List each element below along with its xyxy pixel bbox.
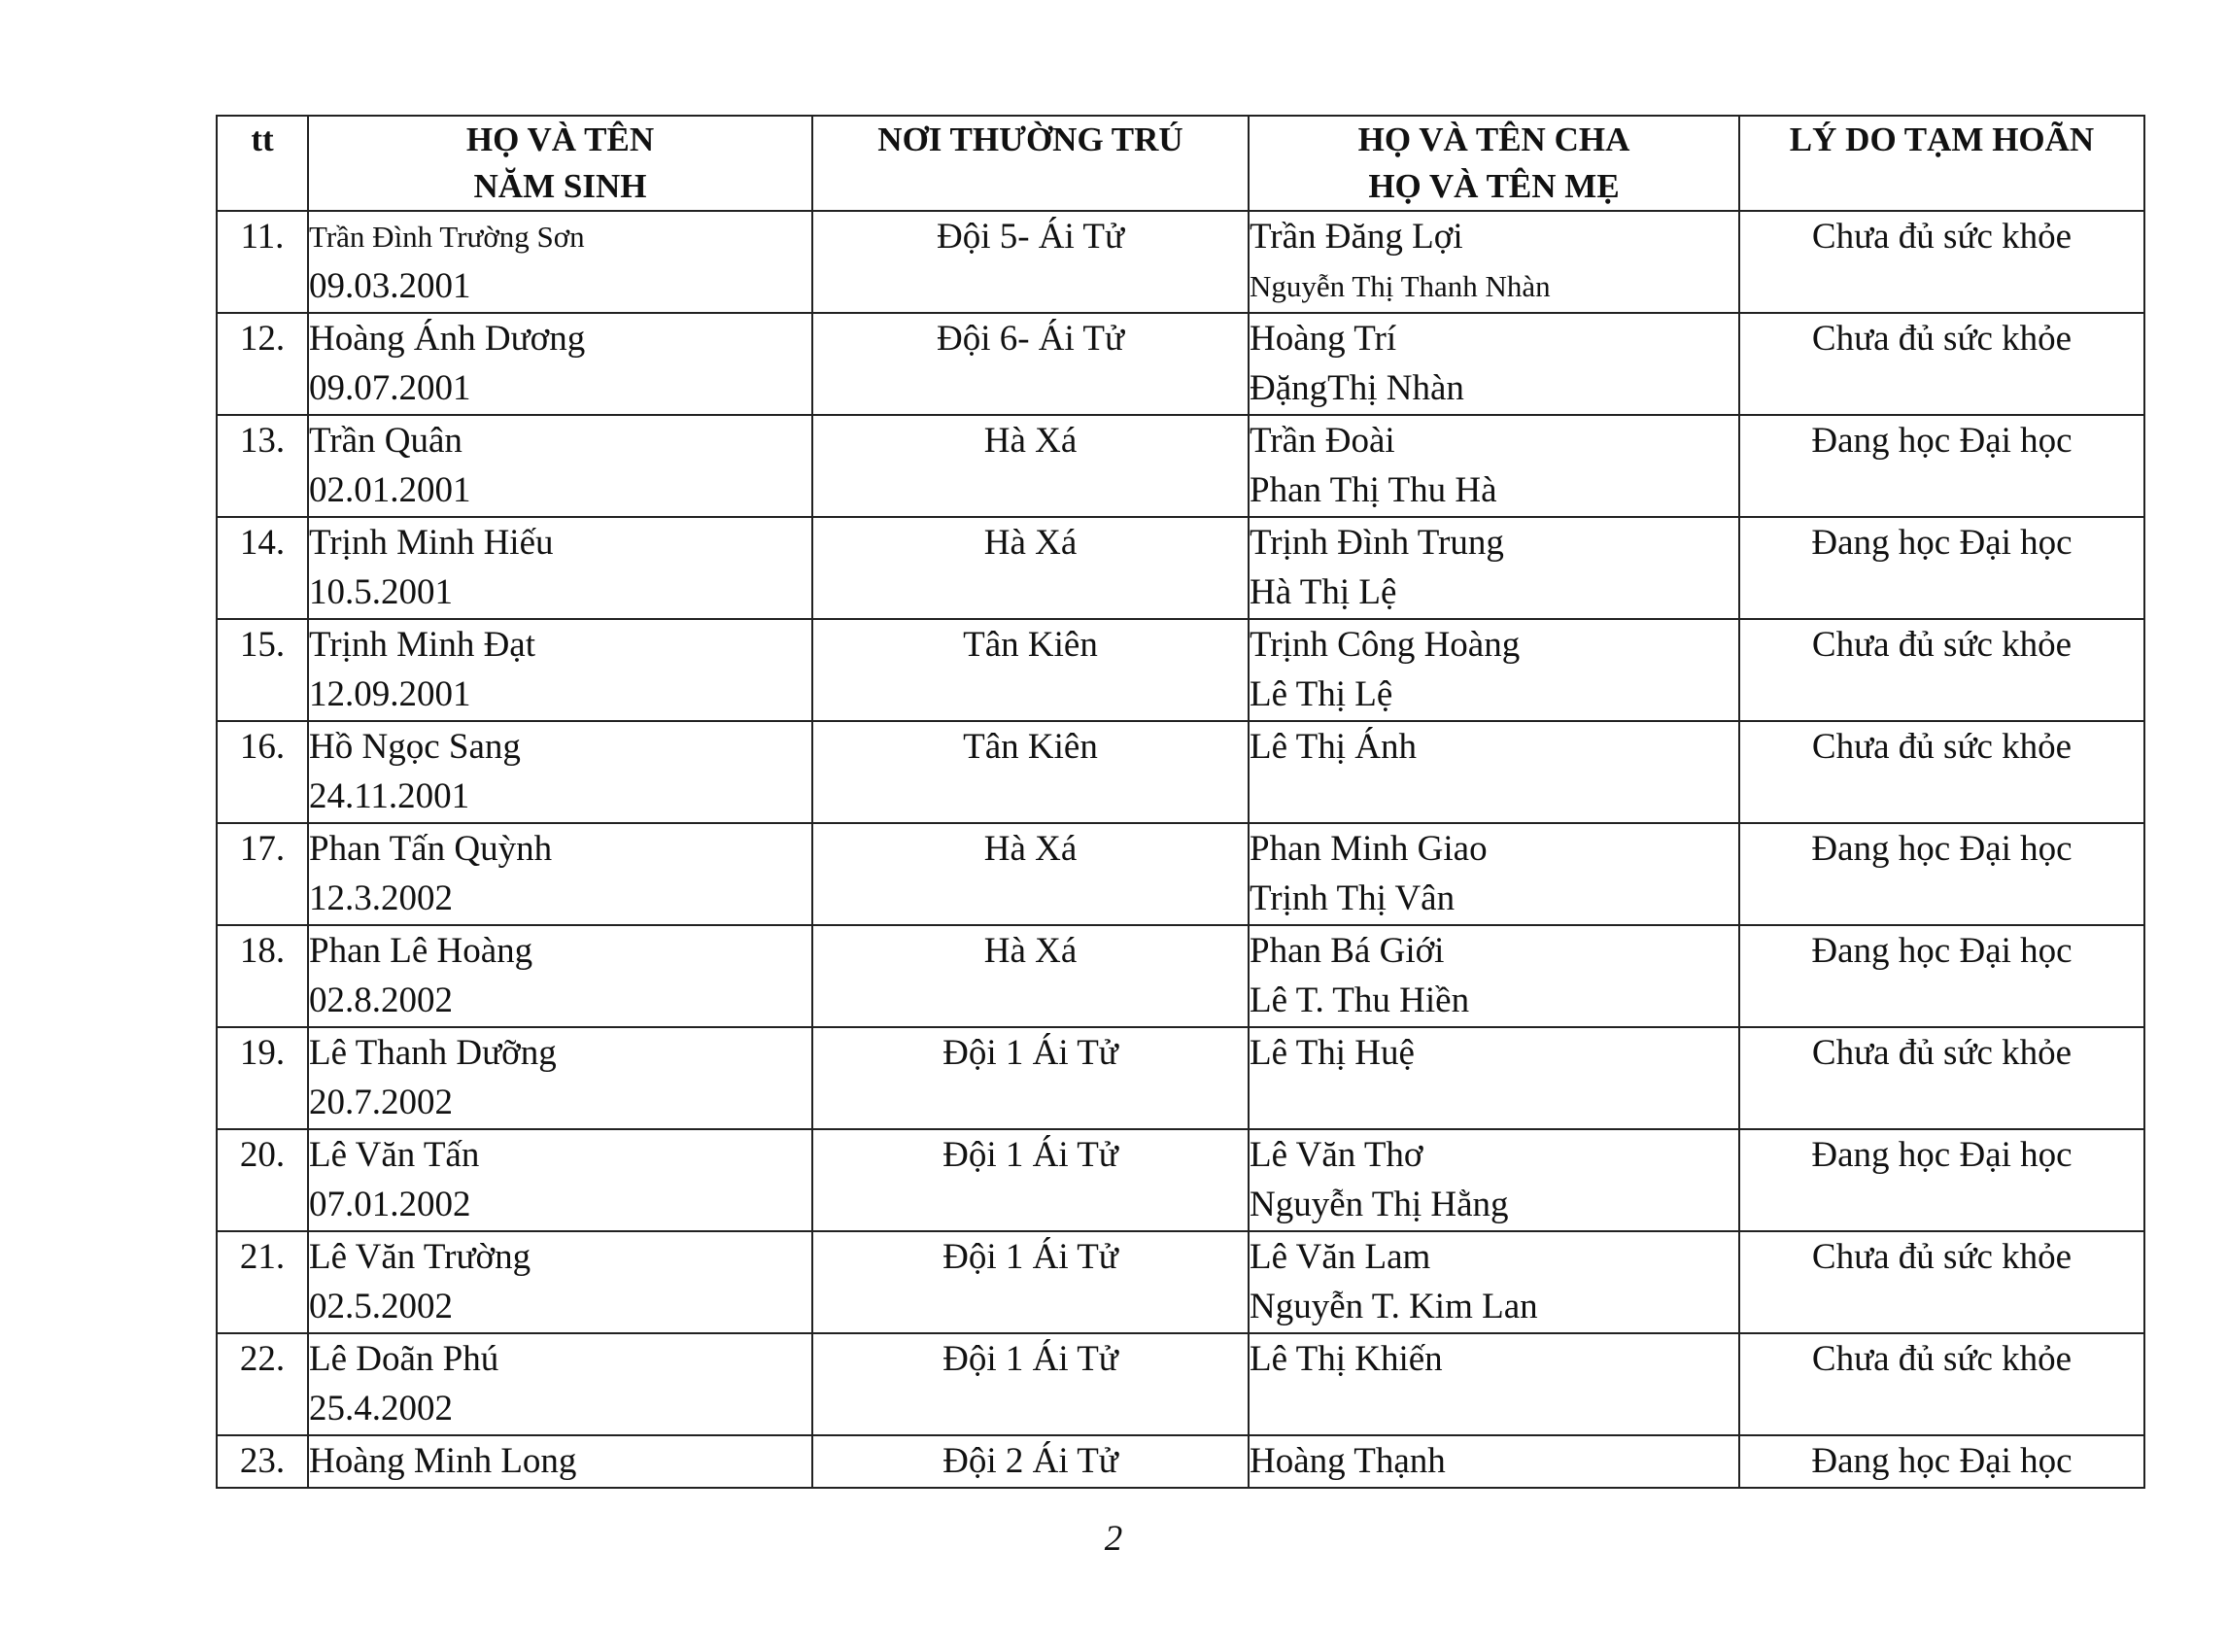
address: Đội 1 Ái Tử xyxy=(942,1135,1118,1175)
table-header-row xyxy=(217,116,2144,211)
father-name: Phan Minh Giao xyxy=(1250,829,1488,869)
reason: Chưa đủ sức khỏe xyxy=(1811,1237,2073,1277)
header-address xyxy=(812,116,1249,211)
cell-parents xyxy=(1249,721,1739,823)
birth-date: 12.09.2001 xyxy=(309,674,471,714)
header-tt-label: tt xyxy=(251,120,274,158)
table-row xyxy=(217,721,2144,823)
table-row xyxy=(217,1027,2144,1129)
address: Hà Xá xyxy=(983,523,1078,563)
birth-date: 09.07.2001 xyxy=(309,368,471,408)
person-name: Hoàng Ánh Dương xyxy=(309,319,586,359)
row-number: 12. xyxy=(239,319,286,359)
row-number: 14. xyxy=(239,523,286,563)
reason: Chưa đủ sức khỏe xyxy=(1811,1033,2073,1073)
cell-name xyxy=(308,1333,812,1435)
father-name: Phan Bá Giới xyxy=(1250,931,1445,971)
address: Hà Xá xyxy=(983,829,1078,869)
father-name: Lê Thị Ánh xyxy=(1250,727,1417,767)
header-reason-label: LÝ DO TẠM HOÃN xyxy=(1789,120,2095,158)
person-name: Lê Văn Trường xyxy=(309,1237,531,1277)
cell-parents xyxy=(1249,313,1739,415)
father-name: Lê Thị Khiến xyxy=(1250,1339,1443,1379)
cell-parents xyxy=(1249,1129,1739,1231)
reason: Đang học Đại học xyxy=(1811,1441,2073,1481)
cell-reason xyxy=(1739,1333,2144,1435)
reason: Đang học Đại học xyxy=(1811,1135,2073,1175)
table-row xyxy=(217,313,2144,415)
cell-name xyxy=(308,1231,812,1333)
father-name: Lê Thị Huệ xyxy=(1250,1033,1415,1073)
cell-parents xyxy=(1249,1333,1739,1435)
mother-name: Lê T. Thu Hiền xyxy=(1250,981,1470,1020)
row-number: 17. xyxy=(239,829,286,869)
birth-date: 20.7.2002 xyxy=(309,1083,453,1122)
mother-name: Nguyễn Thị Hằng xyxy=(1250,1185,1509,1224)
cell-address xyxy=(812,619,1249,721)
cell-tt xyxy=(217,823,308,925)
person-name: Phan Lê Hoàng xyxy=(309,931,533,971)
header-name-dob xyxy=(308,116,812,211)
cell-tt xyxy=(217,619,308,721)
reason: Đang học Đại học xyxy=(1811,931,2073,971)
cell-name xyxy=(308,517,812,619)
table-row xyxy=(217,517,2144,619)
cell-name xyxy=(308,1435,812,1488)
cell-address xyxy=(812,415,1249,517)
address: Đội 1 Ái Tử xyxy=(942,1033,1118,1073)
row-number: 20. xyxy=(239,1135,286,1175)
reason: Đang học Đại học xyxy=(1811,829,2073,869)
address: Đội 1 Ái Tử xyxy=(942,1339,1118,1379)
cell-tt xyxy=(217,721,308,823)
birth-date: 24.11.2001 xyxy=(309,776,470,816)
address: Hà Xá xyxy=(983,421,1078,461)
address: Đội 2 Ái Tử xyxy=(942,1441,1118,1481)
birth-date: 25.4.2002 xyxy=(309,1389,453,1428)
cell-reason xyxy=(1739,1129,2144,1231)
cell-reason xyxy=(1739,211,2144,313)
table-row xyxy=(217,1333,2144,1435)
address: Đội 5- Ái Tử xyxy=(936,217,1125,257)
row-number: 18. xyxy=(239,931,286,971)
person-name: Hồ Ngọc Sang xyxy=(309,727,521,767)
father-name: Lê Văn Lam xyxy=(1250,1237,1431,1277)
father-name: Trịnh Công Hoàng xyxy=(1250,625,1521,665)
header-mother-label: HỌ VÀ TÊN MẸ xyxy=(1368,167,1620,205)
reason: Chưa đủ sức khỏe xyxy=(1811,727,2073,767)
cell-address xyxy=(812,1333,1249,1435)
page-number: 2 xyxy=(1104,1519,1123,1559)
reason: Chưa đủ sức khỏe xyxy=(1811,1339,2073,1379)
cell-reason xyxy=(1739,925,2144,1027)
mother-name: Nguyễn T. Kim Lan xyxy=(1250,1287,1538,1326)
person-name: Trịnh Minh Đạt xyxy=(309,625,536,665)
cell-tt xyxy=(217,313,308,415)
reason: Đang học Đại học xyxy=(1811,523,2073,563)
cell-parents xyxy=(1249,1027,1739,1129)
row-number: 16. xyxy=(239,727,286,767)
person-name: Lê Thanh Dưỡng xyxy=(309,1033,557,1073)
mother-name: Nguyễn Thị Thanh Nhàn xyxy=(1250,269,1551,303)
cell-address xyxy=(812,517,1249,619)
table-row xyxy=(217,1435,2144,1488)
reason: Chưa đủ sức khỏe xyxy=(1811,319,2073,359)
cell-tt xyxy=(217,517,308,619)
cell-parents xyxy=(1249,1435,1739,1488)
mother-name: Hà Thị Lệ xyxy=(1250,572,1397,612)
table-row xyxy=(217,211,2144,313)
person-name: Lê Doãn Phú xyxy=(309,1339,499,1379)
birth-date: 02.8.2002 xyxy=(309,981,453,1020)
row-number: 19. xyxy=(239,1033,286,1073)
row-number: 23. xyxy=(239,1441,286,1481)
cell-address xyxy=(812,1231,1249,1333)
cell-address xyxy=(812,823,1249,925)
header-reason xyxy=(1739,116,2144,211)
header-dob-label: NĂM SINH xyxy=(473,167,647,205)
father-name: Trịnh Đình Trung xyxy=(1250,523,1504,563)
address: Đội 6- Ái Tử xyxy=(936,319,1125,359)
row-number: 21. xyxy=(239,1237,286,1277)
father-name: Trần Đăng Lợi xyxy=(1250,217,1463,257)
person-name: Trần Quân xyxy=(309,421,463,461)
cell-parents xyxy=(1249,823,1739,925)
cell-parents xyxy=(1249,925,1739,1027)
cell-name xyxy=(308,415,812,517)
birth-date: 10.5.2001 xyxy=(309,572,453,612)
person-name: Phan Tấn Quỳnh xyxy=(309,829,553,869)
cell-reason xyxy=(1739,415,2144,517)
cell-reason xyxy=(1739,823,2144,925)
person-name: Lê Văn Tấn xyxy=(309,1135,480,1175)
cell-name xyxy=(308,823,812,925)
mother-name: Phan Thị Thu Hà xyxy=(1250,470,1497,510)
cell-address xyxy=(812,1027,1249,1129)
header-address-label: NƠI THƯỜNG TRÚ xyxy=(877,120,1183,158)
cell-tt xyxy=(217,211,308,313)
table-row xyxy=(217,1129,2144,1231)
cell-address xyxy=(812,1435,1249,1488)
cell-tt xyxy=(217,1129,308,1231)
cell-tt xyxy=(217,1231,308,1333)
reason: Đang học Đại học xyxy=(1811,421,2073,461)
cell-parents xyxy=(1249,211,1739,313)
cell-tt xyxy=(217,1333,308,1435)
row-number: 13. xyxy=(239,421,286,461)
cell-tt xyxy=(217,1027,308,1129)
cell-name xyxy=(308,721,812,823)
cell-reason xyxy=(1739,517,2144,619)
cell-name xyxy=(308,619,812,721)
row-number: 15. xyxy=(239,625,286,665)
birth-date: 02.5.2002 xyxy=(309,1287,453,1326)
father-name: Lê Văn Thơ xyxy=(1250,1135,1423,1175)
address: Đội 1 Ái Tử xyxy=(942,1237,1118,1277)
father-name: Hoàng Trí xyxy=(1250,319,1397,359)
cell-reason xyxy=(1739,1231,2144,1333)
cell-reason xyxy=(1739,1027,2144,1129)
cell-name xyxy=(308,211,812,313)
table-row xyxy=(217,1231,2144,1333)
address: Hà Xá xyxy=(983,931,1078,971)
table-row xyxy=(217,415,2144,517)
cell-address xyxy=(812,1129,1249,1231)
header-father-label: HỌ VÀ TÊN CHA xyxy=(1357,120,1630,158)
cell-name xyxy=(308,925,812,1027)
cell-name xyxy=(308,313,812,415)
father-name: Hoàng Thạnh xyxy=(1250,1441,1446,1481)
cell-address xyxy=(812,925,1249,1027)
mother-name: Lê Thị Lệ xyxy=(1250,674,1393,714)
birth-date: 09.03.2001 xyxy=(309,266,471,306)
table-row xyxy=(217,925,2144,1027)
person-name: Hoàng Minh Long xyxy=(309,1441,577,1481)
cell-name xyxy=(308,1027,812,1129)
cell-tt xyxy=(217,415,308,517)
person-name: Trịnh Minh Hiếu xyxy=(309,523,554,563)
table-row xyxy=(217,619,2144,721)
mother-name: ĐặngThị Nhàn xyxy=(1250,368,1464,408)
cell-parents xyxy=(1249,415,1739,517)
reason: Chưa đủ sức khỏe xyxy=(1811,625,2073,665)
cell-reason xyxy=(1739,619,2144,721)
birth-date: 07.01.2002 xyxy=(309,1185,471,1224)
cell-address xyxy=(812,721,1249,823)
cell-parents xyxy=(1249,1231,1739,1333)
cell-address xyxy=(812,211,1249,313)
header-parents xyxy=(1249,116,1739,211)
father-name: Trần Đoài xyxy=(1250,421,1395,461)
cell-tt xyxy=(217,1435,308,1488)
reason: Chưa đủ sức khỏe xyxy=(1811,217,2073,257)
header-tt xyxy=(217,116,308,211)
cell-parents xyxy=(1249,619,1739,721)
row-number: 22. xyxy=(239,1339,286,1379)
birth-date: 02.01.2001 xyxy=(309,470,471,510)
person-name: Trần Đình Trường Sơn xyxy=(309,220,585,254)
cell-address xyxy=(812,313,1249,415)
row-number: 11. xyxy=(240,217,285,257)
birth-date: 12.3.2002 xyxy=(309,878,453,918)
table-row xyxy=(217,823,2144,925)
deferment-table xyxy=(216,115,2145,1489)
cell-reason xyxy=(1739,721,2144,823)
mother-name: Trịnh Thị Vân xyxy=(1250,878,1456,918)
address: Tân Kiên xyxy=(963,727,1098,767)
cell-reason xyxy=(1739,313,2144,415)
cell-parents xyxy=(1249,517,1739,619)
header-name-label: HỌ VÀ TÊN xyxy=(465,120,655,158)
cell-tt xyxy=(217,925,308,1027)
address: Tân Kiên xyxy=(963,625,1098,665)
cell-reason xyxy=(1739,1435,2144,1488)
cell-name xyxy=(308,1129,812,1231)
